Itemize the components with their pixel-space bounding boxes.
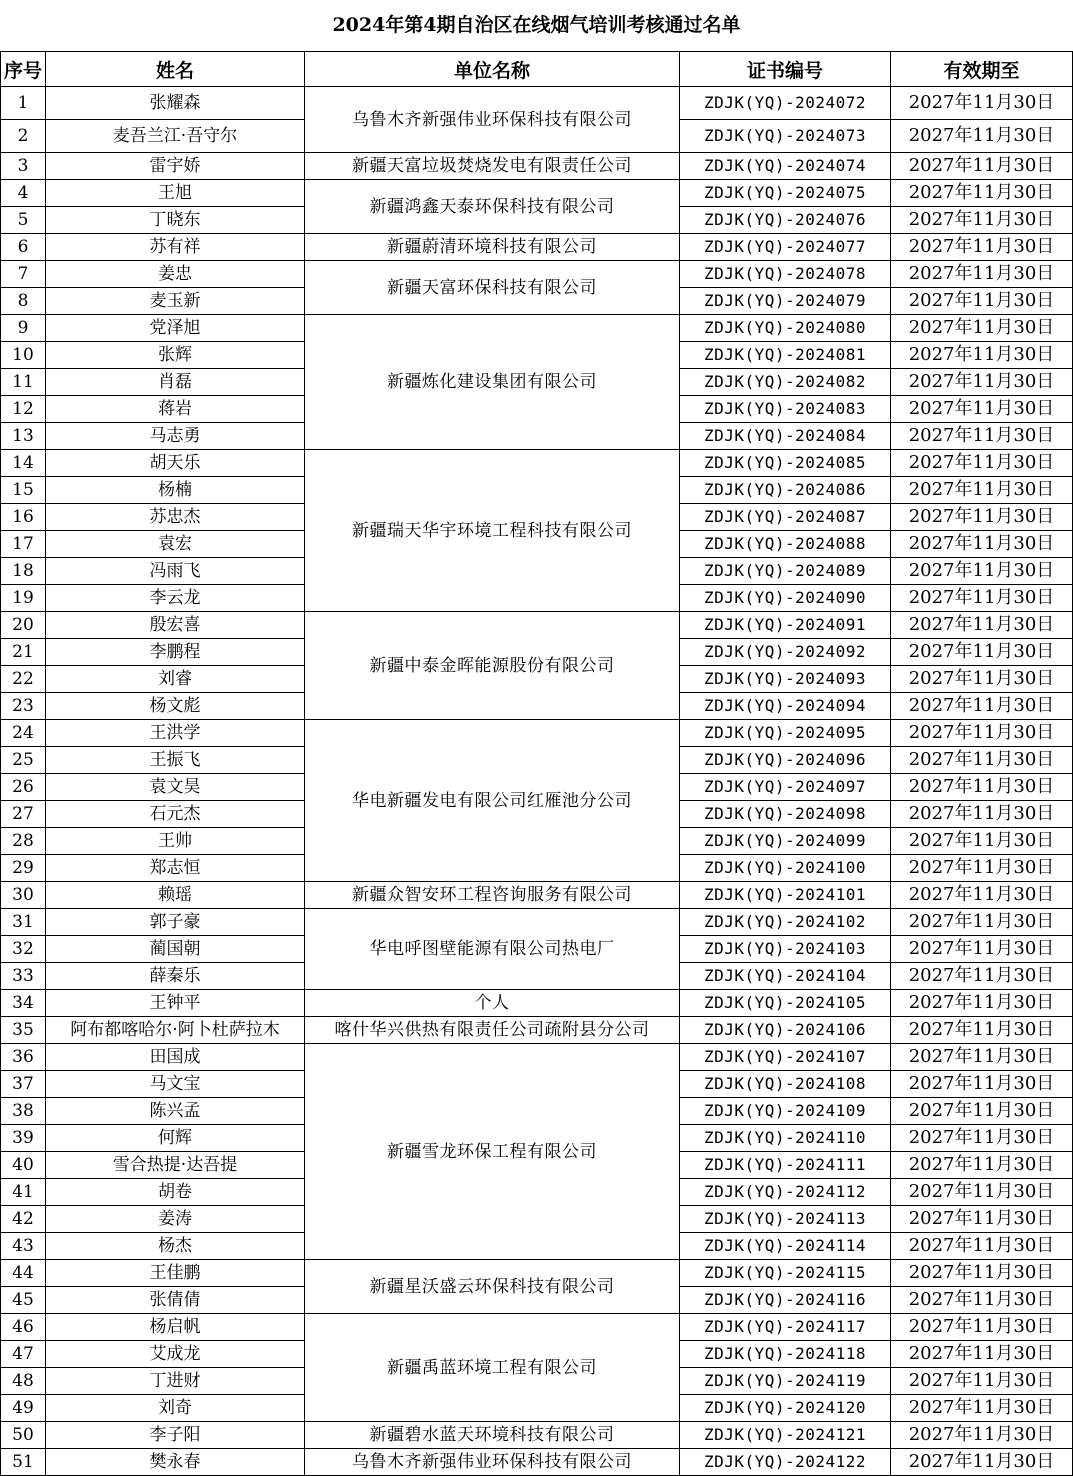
row-number: 6	[1, 234, 46, 261]
row-number: 1	[1, 87, 46, 120]
valid-until-date: 2027年11月30日	[891, 936, 1073, 963]
row-number: 19	[1, 585, 46, 612]
certificate-number: ZDJK(YQ)-2024096	[680, 747, 891, 774]
row-number: 32	[1, 936, 46, 963]
valid-until-date: 2027年11月30日	[891, 450, 1073, 477]
valid-until-date: 2027年11月30日	[891, 1287, 1073, 1314]
row-number: 27	[1, 801, 46, 828]
row-number: 9	[1, 315, 46, 342]
valid-until-date: 2027年11月30日	[891, 1260, 1073, 1287]
valid-until-date: 2027年11月30日	[891, 423, 1073, 450]
certificate-number: ZDJK(YQ)-2024088	[680, 531, 891, 558]
valid-until-date: 2027年11月30日	[891, 963, 1073, 990]
certificate-number: ZDJK(YQ)-2024075	[680, 180, 891, 207]
row-number: 41	[1, 1179, 46, 1206]
organization-name: 乌鲁木齐新强伟业环保科技有限公司	[305, 1449, 680, 1476]
valid-until-date: 2027年11月30日	[891, 828, 1073, 855]
row-number: 42	[1, 1206, 46, 1233]
row-number: 24	[1, 720, 46, 747]
row-number: 50	[1, 1422, 46, 1449]
valid-until-date: 2027年11月30日	[891, 666, 1073, 693]
certificate-number: ZDJK(YQ)-2024115	[680, 1260, 891, 1287]
row-number: 51	[1, 1449, 46, 1476]
person-name: 李鹏程	[46, 639, 305, 666]
person-name: 袁宏	[46, 531, 305, 558]
person-name: 王佳鹏	[46, 1260, 305, 1287]
valid-until-date: 2027年11月30日	[891, 180, 1073, 207]
valid-until-date: 2027年11月30日	[891, 531, 1073, 558]
valid-until-date: 2027年11月30日	[891, 1017, 1073, 1044]
valid-until-date: 2027年11月30日	[891, 1152, 1073, 1179]
person-name: 麦玉新	[46, 288, 305, 315]
organization-name: 新疆众智安环工程咨询服务有限公司	[305, 882, 680, 909]
certificate-number: ZDJK(YQ)-2024111	[680, 1152, 891, 1179]
table-row	[1, 234, 1073, 261]
person-name: 王帅	[46, 828, 305, 855]
table-row	[1, 990, 1073, 1017]
person-name: 胡天乐	[46, 450, 305, 477]
valid-until-date: 2027年11月30日	[891, 1179, 1073, 1206]
valid-until-date: 2027年11月30日	[891, 504, 1073, 531]
person-name: 雷宇娇	[46, 153, 305, 180]
certificate-number: ZDJK(YQ)-2024105	[680, 990, 891, 1017]
certificate-number: ZDJK(YQ)-2024078	[680, 261, 891, 288]
certificate-number: ZDJK(YQ)-2024114	[680, 1233, 891, 1260]
row-number: 40	[1, 1152, 46, 1179]
certificate-number: ZDJK(YQ)-2024079	[680, 288, 891, 315]
row-number: 44	[1, 1260, 46, 1287]
valid-until-date: 2027年11月30日	[891, 477, 1073, 504]
certificate-number: ZDJK(YQ)-2024086	[680, 477, 891, 504]
valid-until-date: 2027年11月30日	[891, 1368, 1073, 1395]
person-name: 田国成	[46, 1044, 305, 1071]
row-number: 15	[1, 477, 46, 504]
valid-until-date: 2027年11月30日	[891, 774, 1073, 801]
row-number: 37	[1, 1071, 46, 1098]
person-name: 胡卷	[46, 1179, 305, 1206]
row-number: 33	[1, 963, 46, 990]
certificate-number: ZDJK(YQ)-2024093	[680, 666, 891, 693]
valid-until-date: 2027年11月30日	[891, 693, 1073, 720]
person-name: 雪合热提·达吾提	[46, 1152, 305, 1179]
person-name: 杨杰	[46, 1233, 305, 1260]
row-number: 7	[1, 261, 46, 288]
table-row	[1, 315, 1073, 342]
table-row	[1, 720, 1073, 747]
valid-until-date: 2027年11月30日	[891, 369, 1073, 396]
certificate-number: ZDJK(YQ)-2024109	[680, 1098, 891, 1125]
valid-until-date: 2027年11月30日	[891, 1449, 1073, 1476]
row-number: 31	[1, 909, 46, 936]
table-row	[1, 1017, 1073, 1044]
certificate-number: ZDJK(YQ)-2024107	[680, 1044, 891, 1071]
valid-until-date: 2027年11月30日	[891, 1422, 1073, 1449]
person-name: 何辉	[46, 1125, 305, 1152]
row-number: 2	[1, 120, 46, 153]
certificate-number: ZDJK(YQ)-2024116	[680, 1287, 891, 1314]
certificate-number: ZDJK(YQ)-2024074	[680, 153, 891, 180]
table-row	[1, 882, 1073, 909]
person-name: 张耀森	[46, 87, 305, 120]
certificate-number: ZDJK(YQ)-2024082	[680, 369, 891, 396]
row-number: 14	[1, 450, 46, 477]
row-number: 43	[1, 1233, 46, 1260]
person-name: 姜涛	[46, 1206, 305, 1233]
header-date: 有效期至	[891, 52, 1073, 87]
person-name: 李子阳	[46, 1422, 305, 1449]
valid-until-date: 2027年11月30日	[891, 855, 1073, 882]
certificate-number: ZDJK(YQ)-2024085	[680, 450, 891, 477]
certificate-number: ZDJK(YQ)-2024121	[680, 1422, 891, 1449]
row-number: 49	[1, 1395, 46, 1422]
valid-until-date: 2027年11月30日	[891, 207, 1073, 234]
valid-until-date: 2027年11月30日	[891, 639, 1073, 666]
certificate-number: ZDJK(YQ)-2024100	[680, 855, 891, 882]
row-number: 30	[1, 882, 46, 909]
row-number: 8	[1, 288, 46, 315]
certificate-number: ZDJK(YQ)-2024102	[680, 909, 891, 936]
valid-until-date: 2027年11月30日	[891, 909, 1073, 936]
organization-name: 新疆鸿鑫天泰环保科技有限公司	[305, 180, 680, 234]
row-number: 5	[1, 207, 46, 234]
person-name: 郑志恒	[46, 855, 305, 882]
certificate-number: ZDJK(YQ)-2024122	[680, 1449, 891, 1476]
valid-until-date: 2027年11月30日	[891, 720, 1073, 747]
table-row	[1, 153, 1073, 180]
page-title: 2024年第4期自治区在线烟气培训考核通过名单	[332, 14, 741, 36]
row-number: 29	[1, 855, 46, 882]
valid-until-date: 2027年11月30日	[891, 1395, 1073, 1422]
row-number: 17	[1, 531, 46, 558]
valid-until-date: 2027年11月30日	[891, 585, 1073, 612]
person-name: 杨文彪	[46, 693, 305, 720]
row-number: 3	[1, 153, 46, 180]
person-name: 张倩倩	[46, 1287, 305, 1314]
certificate-number: ZDJK(YQ)-2024094	[680, 693, 891, 720]
certificate-number: ZDJK(YQ)-2024104	[680, 963, 891, 990]
organization-name: 新疆天富垃圾焚烧发电有限责任公司	[305, 153, 680, 180]
person-name: 苏有祥	[46, 234, 305, 261]
valid-until-date: 2027年11月30日	[891, 288, 1073, 315]
valid-until-date: 2027年11月30日	[891, 1098, 1073, 1125]
row-number: 11	[1, 369, 46, 396]
row-number: 46	[1, 1314, 46, 1341]
person-name: 石元杰	[46, 801, 305, 828]
certificate-number: ZDJK(YQ)-2024106	[680, 1017, 891, 1044]
certificate-number: ZDJK(YQ)-2024080	[680, 315, 891, 342]
organization-name: 新疆瑞天华宇环境工程科技有限公司	[305, 450, 680, 612]
person-name: 蒋岩	[46, 396, 305, 423]
valid-until-date: 2027年11月30日	[891, 1044, 1073, 1071]
certificate-number: ZDJK(YQ)-2024091	[680, 612, 891, 639]
person-name: 刘睿	[46, 666, 305, 693]
organization-name: 新疆中泰金晖能源股份有限公司	[305, 612, 680, 720]
certificate-number: ZDJK(YQ)-2024095	[680, 720, 891, 747]
person-name: 王旭	[46, 180, 305, 207]
valid-until-date: 2027年11月30日	[891, 612, 1073, 639]
certificate-number: ZDJK(YQ)-2024073	[680, 120, 891, 153]
valid-until-date: 2027年11月30日	[891, 261, 1073, 288]
certificate-number: ZDJK(YQ)-2024119	[680, 1368, 891, 1395]
row-number: 47	[1, 1341, 46, 1368]
person-name: 袁文昊	[46, 774, 305, 801]
table-row	[1, 261, 1073, 288]
certificate-number: ZDJK(YQ)-2024081	[680, 342, 891, 369]
person-name: 杨启帆	[46, 1314, 305, 1341]
valid-until-date: 2027年11月30日	[891, 396, 1073, 423]
valid-until-date: 2027年11月30日	[891, 747, 1073, 774]
person-name: 马文宝	[46, 1071, 305, 1098]
table-row	[1, 612, 1073, 639]
person-name: 李云龙	[46, 585, 305, 612]
table-row	[1, 1314, 1073, 1341]
valid-until-date: 2027年11月30日	[891, 120, 1073, 153]
person-name: 苏忠杰	[46, 504, 305, 531]
certificate-number: ZDJK(YQ)-2024090	[680, 585, 891, 612]
certificate-number: ZDJK(YQ)-2024098	[680, 801, 891, 828]
certificate-number: ZDJK(YQ)-2024097	[680, 774, 891, 801]
row-number: 34	[1, 990, 46, 1017]
valid-until-date: 2027年11月30日	[891, 1314, 1073, 1341]
table-row	[1, 180, 1073, 207]
table-row	[1, 87, 1073, 120]
certificate-number: ZDJK(YQ)-2024108	[680, 1071, 891, 1098]
certificate-number: ZDJK(YQ)-2024118	[680, 1341, 891, 1368]
row-number: 13	[1, 423, 46, 450]
valid-until-date: 2027年11月30日	[891, 990, 1073, 1017]
person-name: 冯雨飞	[46, 558, 305, 585]
certificate-number: ZDJK(YQ)-2024084	[680, 423, 891, 450]
organization-name: 华电呼图壁能源有限公司热电厂	[305, 909, 680, 990]
certificate-number: ZDJK(YQ)-2024083	[680, 396, 891, 423]
valid-until-date: 2027年11月30日	[891, 1341, 1073, 1368]
organization-name: 新疆碧水蓝天环境科技有限公司	[305, 1422, 680, 1449]
organization-name: 新疆雪龙环保工程有限公司	[305, 1044, 680, 1260]
certificate-number: ZDJK(YQ)-2024120	[680, 1395, 891, 1422]
organization-name: 新疆炼化建设集团有限公司	[305, 315, 680, 450]
header-row	[1, 52, 1073, 87]
valid-until-date: 2027年11月30日	[891, 1125, 1073, 1152]
person-name: 蔺国朝	[46, 936, 305, 963]
person-name: 王钟平	[46, 990, 305, 1017]
row-number: 10	[1, 342, 46, 369]
roster-table	[0, 51, 1073, 1476]
row-number: 20	[1, 612, 46, 639]
table-row	[1, 1422, 1073, 1449]
person-name: 薛秦乐	[46, 963, 305, 990]
valid-until-date: 2027年11月30日	[891, 342, 1073, 369]
header-cert: 证书编号	[680, 52, 891, 87]
person-name: 艾成龙	[46, 1341, 305, 1368]
valid-until-date: 2027年11月30日	[891, 153, 1073, 180]
certificate-number: ZDJK(YQ)-2024101	[680, 882, 891, 909]
row-number: 35	[1, 1017, 46, 1044]
certificate-number: ZDJK(YQ)-2024076	[680, 207, 891, 234]
table-row	[1, 1260, 1073, 1287]
valid-until-date: 2027年11月30日	[891, 1233, 1073, 1260]
person-name: 阿布都喀哈尔·阿卜杜萨拉木	[46, 1017, 305, 1044]
certificate-number: ZDJK(YQ)-2024110	[680, 1125, 891, 1152]
person-name: 肖磊	[46, 369, 305, 396]
header-org: 单位名称	[305, 52, 680, 87]
row-number: 25	[1, 747, 46, 774]
valid-until-date: 2027年11月30日	[891, 801, 1073, 828]
table-row	[1, 909, 1073, 936]
certificate-number: ZDJK(YQ)-2024087	[680, 504, 891, 531]
row-number: 16	[1, 504, 46, 531]
organization-name: 新疆禹蓝环境工程有限公司	[305, 1314, 680, 1422]
header-name: 姓名	[46, 52, 305, 87]
certificate-number: ZDJK(YQ)-2024099	[680, 828, 891, 855]
organization-name: 华电新疆发电有限公司红雁池分公司	[305, 720, 680, 882]
valid-until-date: 2027年11月30日	[891, 234, 1073, 261]
row-number: 26	[1, 774, 46, 801]
certificate-number: ZDJK(YQ)-2024089	[680, 558, 891, 585]
person-name: 殷宏喜	[46, 612, 305, 639]
row-number: 23	[1, 693, 46, 720]
table-row	[1, 450, 1073, 477]
person-name: 陈兴孟	[46, 1098, 305, 1125]
row-number: 39	[1, 1125, 46, 1152]
person-name: 刘奇	[46, 1395, 305, 1422]
person-name: 王振飞	[46, 747, 305, 774]
table-row	[1, 1044, 1073, 1071]
person-name: 杨楠	[46, 477, 305, 504]
organization-name: 新疆蔚清环境科技有限公司	[305, 234, 680, 261]
organization-name: 个人	[305, 990, 680, 1017]
header-no: 序号	[1, 52, 46, 87]
person-name: 丁进财	[46, 1368, 305, 1395]
row-number: 22	[1, 666, 46, 693]
certificate-number: ZDJK(YQ)-2024092	[680, 639, 891, 666]
table-row	[1, 1449, 1073, 1476]
certificate-number: ZDJK(YQ)-2024117	[680, 1314, 891, 1341]
person-name: 樊永春	[46, 1449, 305, 1476]
row-number: 12	[1, 396, 46, 423]
certificate-number: ZDJK(YQ)-2024072	[680, 87, 891, 120]
certificate-number: ZDJK(YQ)-2024112	[680, 1179, 891, 1206]
organization-name: 新疆星沃盛云环保科技有限公司	[305, 1260, 680, 1314]
row-number: 18	[1, 558, 46, 585]
valid-until-date: 2027年11月30日	[891, 87, 1073, 120]
row-number: 36	[1, 1044, 46, 1071]
person-name: 赖瑶	[46, 882, 305, 909]
row-number: 45	[1, 1287, 46, 1314]
row-number: 4	[1, 180, 46, 207]
certificate-number: ZDJK(YQ)-2024077	[680, 234, 891, 261]
organization-name: 新疆天富环保科技有限公司	[305, 261, 680, 315]
roster-body	[1, 87, 1073, 1476]
organization-name: 喀什华兴供热有限责任公司疏附县分公司	[305, 1017, 680, 1044]
person-name: 姜忠	[46, 261, 305, 288]
valid-until-date: 2027年11月30日	[891, 1206, 1073, 1233]
person-name: 麦吾兰江·吾守尔	[46, 120, 305, 153]
certificate-number: ZDJK(YQ)-2024103	[680, 936, 891, 963]
row-number: 48	[1, 1368, 46, 1395]
valid-until-date: 2027年11月30日	[891, 558, 1073, 585]
person-name: 张辉	[46, 342, 305, 369]
person-name: 丁晓东	[46, 207, 305, 234]
row-number: 38	[1, 1098, 46, 1125]
certificate-number: ZDJK(YQ)-2024113	[680, 1206, 891, 1233]
person-name: 王洪学	[46, 720, 305, 747]
row-number: 28	[1, 828, 46, 855]
valid-until-date: 2027年11月30日	[891, 315, 1073, 342]
person-name: 党泽旭	[46, 315, 305, 342]
organization-name: 乌鲁木齐新强伟业环保科技有限公司	[305, 87, 680, 153]
person-name: 郭子豪	[46, 909, 305, 936]
valid-until-date: 2027年11月30日	[891, 1071, 1073, 1098]
row-number: 21	[1, 639, 46, 666]
valid-until-date: 2027年11月30日	[891, 882, 1073, 909]
person-name: 马志勇	[46, 423, 305, 450]
